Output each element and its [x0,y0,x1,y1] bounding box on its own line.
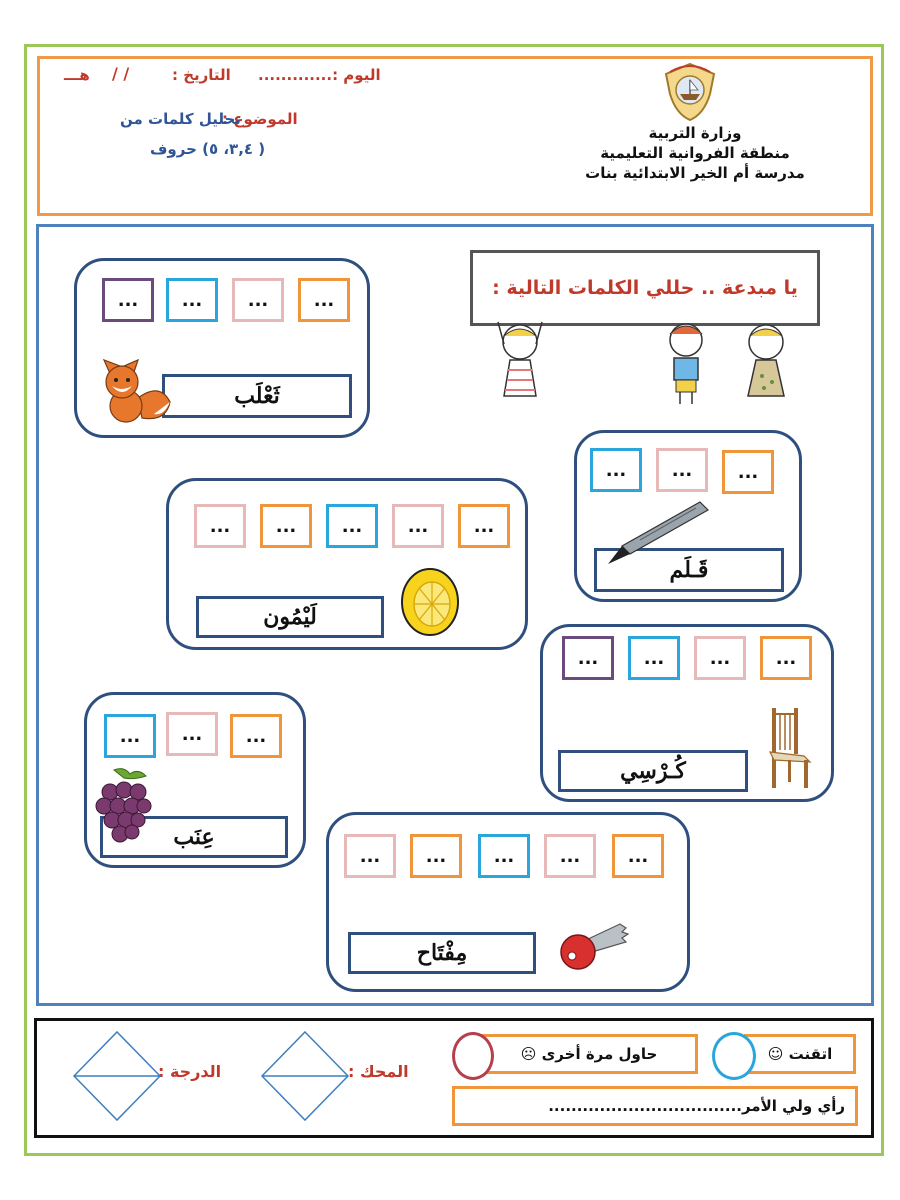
ministry-emblem-icon [662,60,718,122]
chair-icon [764,704,814,792]
children-holding-banner-icon [480,320,810,410]
letter-box-4[interactable]: ... [562,636,614,680]
grade-diamond[interactable] [72,1030,162,1122]
letter-box-1[interactable]: ... [298,278,350,322]
criterion-label: المحك : [348,1062,409,1081]
school-name: مدرسة أم الخير الابتدائية بنات [585,164,805,182]
instruction-banner [470,250,820,326]
district-name: منطقة الفروانية التعليمية [600,144,790,162]
word-label: لَيْمُون [196,596,384,638]
letter-box-3[interactable]: ... [628,636,680,680]
letter-box-5[interactable]: ... [194,504,246,548]
word-label: قَـلَم [594,548,784,592]
mastered-label: اتقنت ☺ [767,1045,833,1063]
letter-box-5[interactable]: ... [344,834,396,878]
date-label: التاريخ : [172,66,231,84]
letter-box-2[interactable]: ... [232,278,284,322]
key-icon [556,912,642,972]
ministry-name: وزارة التربية [648,124,742,142]
lemon-icon [398,566,462,638]
guardian-opinion-box[interactable] [452,1086,858,1126]
letter-box-3[interactable]: ... [326,504,378,548]
mastered-box [744,1034,856,1074]
mastered-circle[interactable] [712,1032,756,1080]
letter-box-3[interactable]: ... [166,278,218,322]
word-label: عِنَب [100,816,288,858]
guardian-opinion-label: رأي ولي الأمر.................................. [548,1097,845,1115]
letter-box-2[interactable]: ... [694,636,746,680]
hijri-mark: هـــ [64,66,90,84]
try-again-label: حاول مرة أخرى ☹ [520,1045,658,1063]
criterion-diamond[interactable] [260,1030,350,1122]
letter-box-2[interactable]: ... [392,504,444,548]
subject-text: تحليل كلمات من [120,110,241,128]
try-again-circle[interactable] [452,1032,494,1080]
letter-box-1[interactable]: ... [230,714,282,758]
try-again-box [480,1034,698,1074]
grapes-icon [94,766,154,846]
letter-box-4[interactable]: ... [260,504,312,548]
word-label: مِفْتَاح [348,932,536,974]
letter-box-1[interactable]: ... [458,504,510,548]
fox-icon [94,352,174,428]
letter-box-4[interactable]: ... [410,834,462,878]
letter-box-4[interactable]: ... [102,278,154,322]
letter-box-3[interactable]: ... [478,834,530,878]
letter-box-2[interactable]: ... [166,712,218,756]
letter-box-1[interactable]: ... [760,636,812,680]
letter-box-1[interactable]: ... [722,450,774,494]
day-label: اليوم :............. [258,66,381,84]
letter-box-2[interactable]: ... [656,448,708,492]
pen-icon [600,496,710,568]
letter-box-3[interactable]: ... [104,714,156,758]
subject-subtext: ( ٣,٤، ٥) حروف [150,140,266,158]
letter-box-1[interactable]: ... [612,834,664,878]
word-label: ثَعْلَب [162,374,352,418]
word-label: كُـرْسِي [558,750,748,792]
letter-box-3[interactable]: ... [590,448,642,492]
grade-label: الدرجة : [158,1062,222,1081]
date-slashes: / / [112,64,130,83]
letter-box-2[interactable]: ... [544,834,596,878]
subject-label: الموضوع : [222,110,298,128]
instruction-text: يا مبدعة .. حللي الكلمات التالية : [492,277,798,299]
